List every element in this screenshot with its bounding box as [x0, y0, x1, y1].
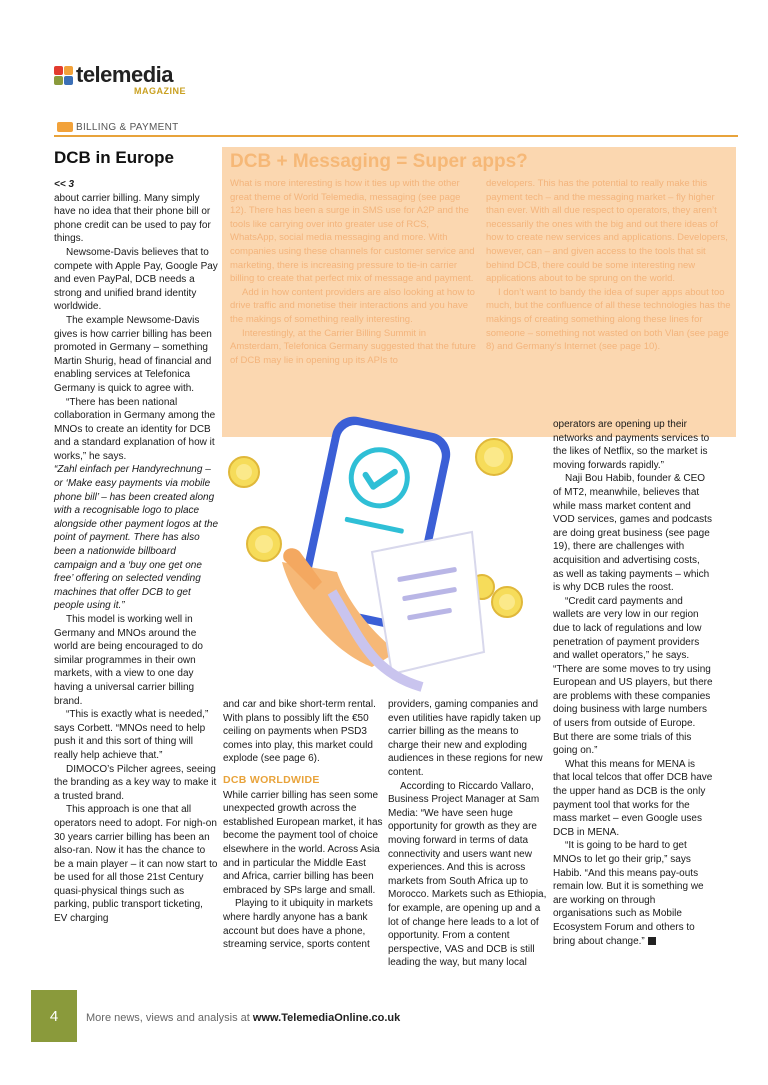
- logo-mark-icon: [54, 66, 74, 86]
- page-number: 4: [49, 1008, 59, 1025]
- paragraph: While carrier billing has seen some unexpected growth across the established European market, it has become the payment tool of choice elsewhere in the world. Across Asia and in particular the Middle East and Africa, carrier billing has been embraced by SPs large and small.: [223, 789, 383, 896]
- paragraph: This model is working well in Germany and MNOs around the world are being encouraged to do similar programmes in their own markets, with a view to one day having a universal carrier billing brand.: [54, 614, 203, 707]
- paragraph: “This is exactly what is needed,” says Corbett. “MNOs need to help push it and this sort of thing will really help achieve that.”: [54, 709, 209, 761]
- paragraph: “There has been national collaboration in Germany among the MNOs to create an identity for DCB and a standard explanation of how it works,” he says.: [54, 396, 216, 462]
- paragraph: [553, 839, 713, 948]
- paragraph: Naji Bou Habib, founder & CEO of MT2, meanwhile, believes that while mass market content and VOD services, games and podcasts are doing great business (see page 19), there are challenges with acquisition and advertising costs, as well as taking payments – which is why DCB rules the roost.: [553, 473, 712, 594]
- subheading: DCB WORLDWIDE: [223, 773, 320, 786]
- paragraph: about carrier billing. Many simply have no idea that their phone bill or phone credit can be used to pay for things.: [54, 192, 211, 245]
- footer-label: More news, views and analysis at: [86, 1012, 253, 1024]
- paragraph: This approach is one that all operators need to adopt. For nigh-on 30 years carrier billing has been an also-ran. Now it has the chance to be a main player – it can now start to be used for all those 21st Century quasi-physical things such as parking, public transport ticketing, EV charging: [54, 804, 218, 925]
- paragraph: According to Riccardo Vallaro, Business Project Manager at Sam Media: “We have seen huge opportunity for growth as they are moving forward in terms of data connectivity and users want new experiences. And this is across markets from South Africa up to Morocco. Markets such as Ethiopia, for example, are opening up and a lot of change here leads to a lot of opportunity. From a content perspective, VAS and DCB is still leading the way, but many local: [388, 780, 547, 969]
- footer-text: [86, 1012, 400, 1024]
- box-paragraph: Add in how content providers are also looking at how to drive traffic and monetise their interactions and you have the makings of something really interesting.: [230, 286, 475, 325]
- section-tab: [57, 122, 73, 132]
- sidebar-box: [222, 147, 736, 437]
- paragraph: “Zahl einfach per Handyrechnung – or ‘Make easy payments via mobile phone bill’ – has been created along with a recognisable logo to place alongside other payment logos at the point of payment. There has also been a nationwide billboard campaign and a ‘buy one get one free’ offering on selected vending machines that offer DCB to get people using it.”: [54, 464, 218, 612]
- section-divider: [54, 135, 738, 137]
- paragraph: Newsome-Davis believes that to compete with Apple Pay, Google Pay and even PayPal, DCB needs a strong and unified brand identity worldwide.: [54, 246, 218, 313]
- paragraph: and car and bike short-term rental. With plans to possibly lift the €50 ceiling on payments when PSD3 comes into play, this market could explode (see page 6).: [223, 699, 376, 765]
- paragraph: Playing to it ubiquity in markets where hardly anyone has a bank account but does have a phone, streaming service, sports content: [223, 898, 373, 951]
- article-column-3: [388, 698, 548, 970]
- telemedia-logo: [54, 64, 204, 98]
- article-column-1: [54, 178, 218, 926]
- article-column-2: [223, 698, 383, 952]
- footer-url-link[interactable]: www.TelemediaOnline.co.uk: [252, 1012, 401, 1024]
- paragraph: The example Newsome-Davis gives is how carrier billing has been promoted in Germany – something Martin Shurig, head of financial and enabling services at Telefonica Germany is quick to agree with.: [54, 314, 212, 394]
- box-paragraph: Interestingly, at the Carrier Billing Summit in Amsterdam, Telefonica Germany suggested that the future of DCB may lie in opening up its APIs to: [230, 327, 476, 366]
- page-number-tab: [31, 990, 77, 1042]
- paragraph: DIMOCO’s Pilcher agrees, seeing the branding as a key way to make it a trusted brand.: [54, 763, 217, 802]
- box-paragraph: What is more interesting is how it ties up with the other great theme of World Telemedia, messaging (see page 12). There has been a surge in SMS use for A2P and the tools like carrying over into greater use of RCS, WhatsApp, social media messaging and more. With companies using these channels for customer service and marketing, there is increasing pressure to tie-in carrier billing to create that perfect mix of message and payment.: [230, 178, 475, 285]
- paragraph: What this means for MENA is that local telcos that offer DCB have the upper hand as DCB is the only payment tool that works for the mass market – even Google uses DCB in MENA.: [553, 758, 713, 838]
- paragraph: providers, gaming companies and even utilities have rapidly taken up carrier billing as the means to charge their new and exploding audiences in these regions for new content.: [388, 699, 543, 778]
- box-column-left: [230, 177, 476, 367]
- logo-word: telemedia: [76, 62, 173, 87]
- logo-sub: MAGAZINE: [134, 86, 186, 96]
- paragraph-text: “It is going to be hard to get MNOs to let go their grip,” says Habib. “And this means pay-outs remain low. But it is something we are working on through organisations such as Mobile Ecosystem Forum and others to bring about change.”: [553, 840, 704, 947]
- article-headline: DCB in Europe: [54, 148, 174, 167]
- paragraph: “Credit card payments and wallets are very low in our region due to lack of regulations and low penetration of payment providers and wallet operators,” he says. “There are some moves to try using European and US players, but there are problems with these companies doing business with large numbers of users from outside of Europe. But there are some trials of this going on.”: [553, 595, 713, 757]
- box-paragraph: developers. This has the potential to really make this payment tech – and the messaging market – fly higher than ever. With all due respect to operators, they aren’t necessarily the ones with the big and out there ideas of how to create new services and applications. Developers, however, can – and given access to the tools that sit behind DCB, there could be some interesting new applications about to be sprung on the world.: [486, 178, 728, 285]
- box-title: DCB + Messaging = Super apps?: [230, 151, 528, 172]
- section-label: BILLING & PAYMENT: [76, 122, 179, 133]
- continued-marker: << 3: [54, 179, 75, 190]
- paragraph: operators are opening up their networks and payments services to the likes of Netflix, so the market is moving forwards rapidly.”: [553, 419, 710, 471]
- end-mark-icon: [648, 937, 656, 945]
- box-paragraph: I don’t want to bandy the idea of super apps about too much, but the confluence of all these technologies has the makings of creating something along these lines for someone – something not wasted on both Vlan (see page 8) and Germany’s Internet (see page 10).: [486, 286, 731, 353]
- phone-payment-icon: [222, 412, 547, 695]
- article-column-4: [553, 418, 713, 948]
- box-column-right: [486, 177, 732, 354]
